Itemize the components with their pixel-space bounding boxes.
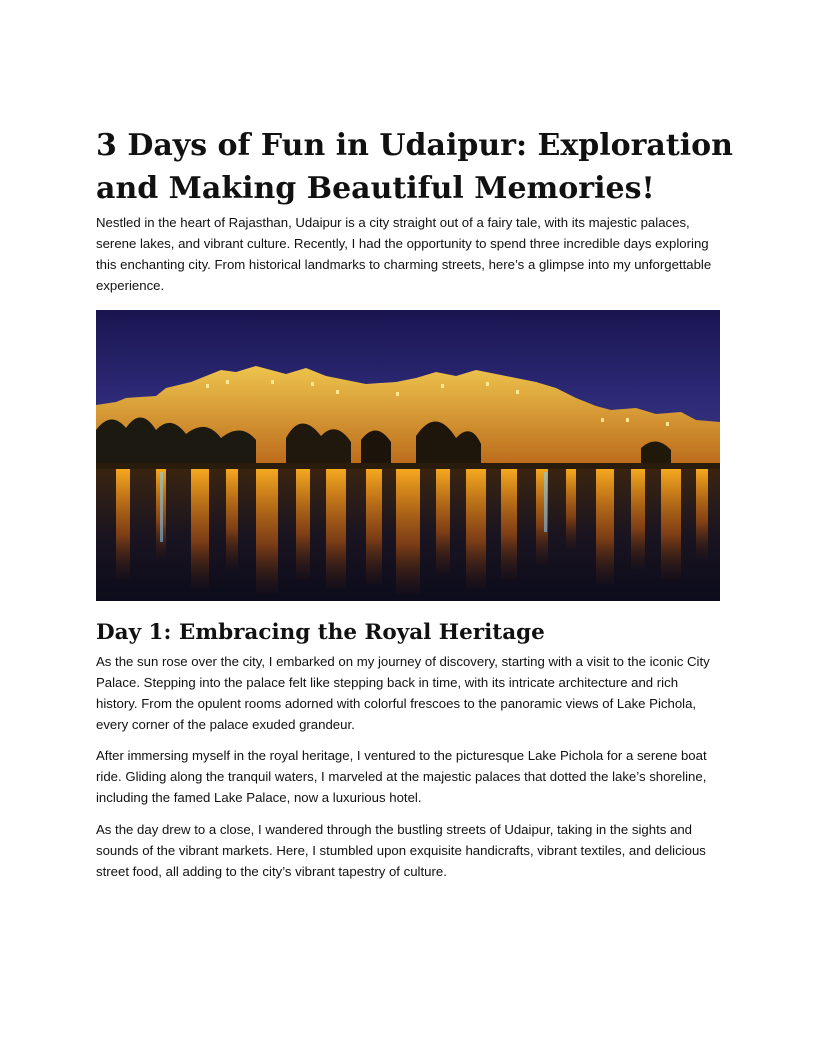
section-paragraph: After immersing myself in the royal heritage, I ventured to the picturesque Lake Pichola for a serene boat ride. Gliding along the tranquil waters, I marveled at the majestic palaces that dotted the lake’s shoreline, including the famed Lake Palace, now a luxurious hotel. bbox=[96, 748, 707, 805]
udaipur-night-lake-photo bbox=[96, 310, 720, 601]
page-title: 3 Days of Fun in Udaipur: Exploration and Making Beautiful Memories! bbox=[96, 128, 733, 206]
section-paragraph: As the day drew to a close, I wandered through the bustling streets of Udaipur, taking in the sights and sounds of the vibrant markets. Here, I stumbled upon exquisite handicrafts, vibrant textiles, and delicious street food, all adding to the city’s vibrant tapestry of culture. bbox=[96, 822, 706, 879]
intro-paragraph: Nestled in the heart of Rajasthan, Udaipur is a city straight out of a fairy tale, with its majestic palaces, serene lakes, and vibrant culture. Recently, I had the opportunity to spend three incredible days exploring this enchanting city. From historical landmarks to charming streets, here’s a glimpse into my unforgettable experience. bbox=[96, 215, 712, 293]
section-paragraph: As the sun rose over the city, I embarked on my journey of discovery, starting with a visit to the iconic City Palace. Stepping into the palace felt like stepping back in time, with its intricate architecture and rich history. From the opulent rooms adorned with colorful frescoes to the panoramic views of Lake Pichola, every corner of the palace exuded grandeur. bbox=[96, 654, 710, 732]
section-heading: Day 1: Embracing the Royal Heritage bbox=[96, 620, 545, 645]
